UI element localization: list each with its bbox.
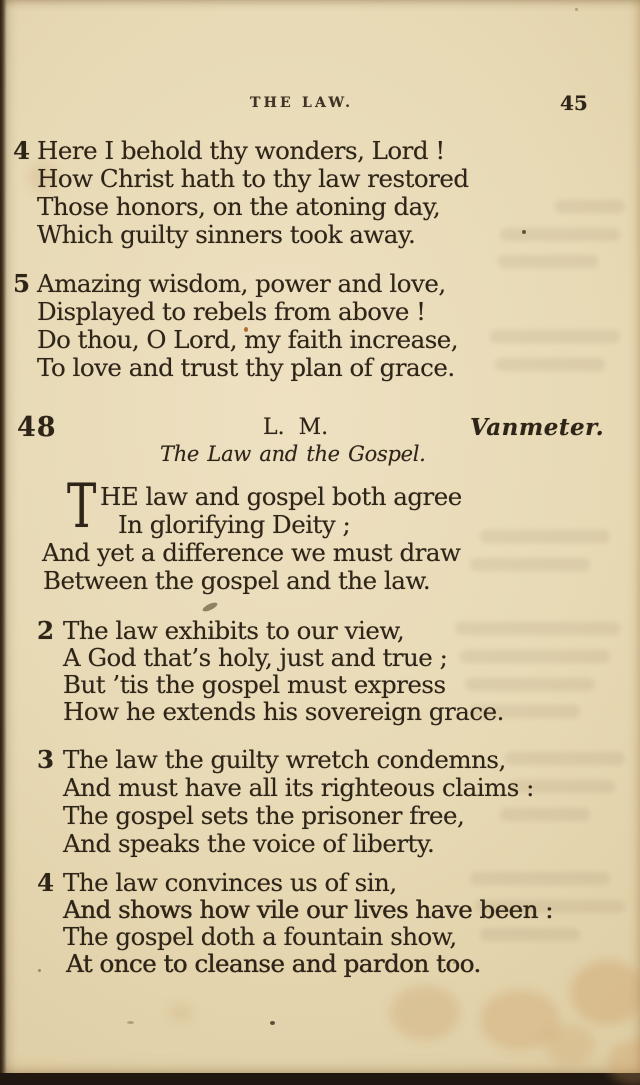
hymn-title: The Law and the Gospel. — [160, 442, 426, 466]
verse-number: 5 — [13, 269, 30, 298]
verse-line: A God that’s holy, just and true ; — [63, 643, 448, 672]
hymn-tune-name: Vanmeter. — [470, 414, 605, 441]
verse — [13, 136, 469, 249]
verse-number: 4 — [37, 868, 54, 897]
verse-line: How Christ hath to thy law restored — [37, 164, 469, 193]
verse-line: And must have all its righteous claims : — [63, 773, 534, 802]
verse-line: And shows how vile our lives have been : — [63, 895, 553, 924]
verse-line: How he extends his sovereign grace. — [63, 697, 504, 726]
verse-line: Amazing wisdom, power and love, — [37, 269, 446, 298]
verse-line: And speaks the voice of liberty. — [63, 829, 435, 858]
verse-line: Displayed to rebels from above ! — [37, 297, 426, 326]
verse-number: 3 — [37, 745, 54, 774]
verse-number: 4 — [13, 136, 30, 165]
verse — [37, 745, 534, 858]
verse-line: Which guilty sinners took away. — [37, 220, 416, 249]
verse-number: 2 — [37, 616, 54, 645]
verse-line: Do thou, O Lord, my faith increase, — [37, 325, 459, 354]
verse — [42, 471, 462, 595]
drop-cap: T — [67, 471, 96, 542]
verse-line: HE law and gospel both agree — [100, 482, 462, 511]
verse-line: At once to cleanse and pardon too. — [66, 949, 481, 978]
verse — [37, 868, 553, 978]
verse-line: To love and trust thy plan of grace. — [37, 353, 455, 382]
verse-line: The gospel sets the prisoner free, — [63, 801, 465, 830]
running-title: THE LAW. — [250, 95, 354, 111]
hymn-meter: L. M. — [263, 415, 329, 440]
running-head — [0, 0, 640, 130]
verse-line: The gospel doth a fountain show, — [63, 922, 457, 951]
verse — [13, 269, 459, 382]
book-spine-edge — [0, 0, 7, 1073]
verse-line: But ’tis the gospel must express — [63, 670, 446, 699]
verse-line: Those honors, on the atoning day, — [37, 192, 441, 221]
hymn-number: 48 — [17, 412, 57, 443]
page-number: 45 — [560, 91, 588, 115]
verse-line: In glorifying Deity ; — [118, 510, 351, 539]
verse-line: The law the guilty wretch condemns, — [63, 745, 506, 774]
verse-line: Here I behold thy wonders, Lord ! — [37, 136, 445, 165]
verse-line: The law exhibits to our view, — [63, 616, 405, 645]
verse — [37, 616, 504, 726]
verse-line: And yet a difference we must draw — [42, 538, 461, 567]
hymn-heading — [0, 406, 640, 446]
verse-line: Between the gospel and the law. — [43, 566, 431, 595]
verse-line: The law convinces us of sin, — [63, 868, 397, 897]
